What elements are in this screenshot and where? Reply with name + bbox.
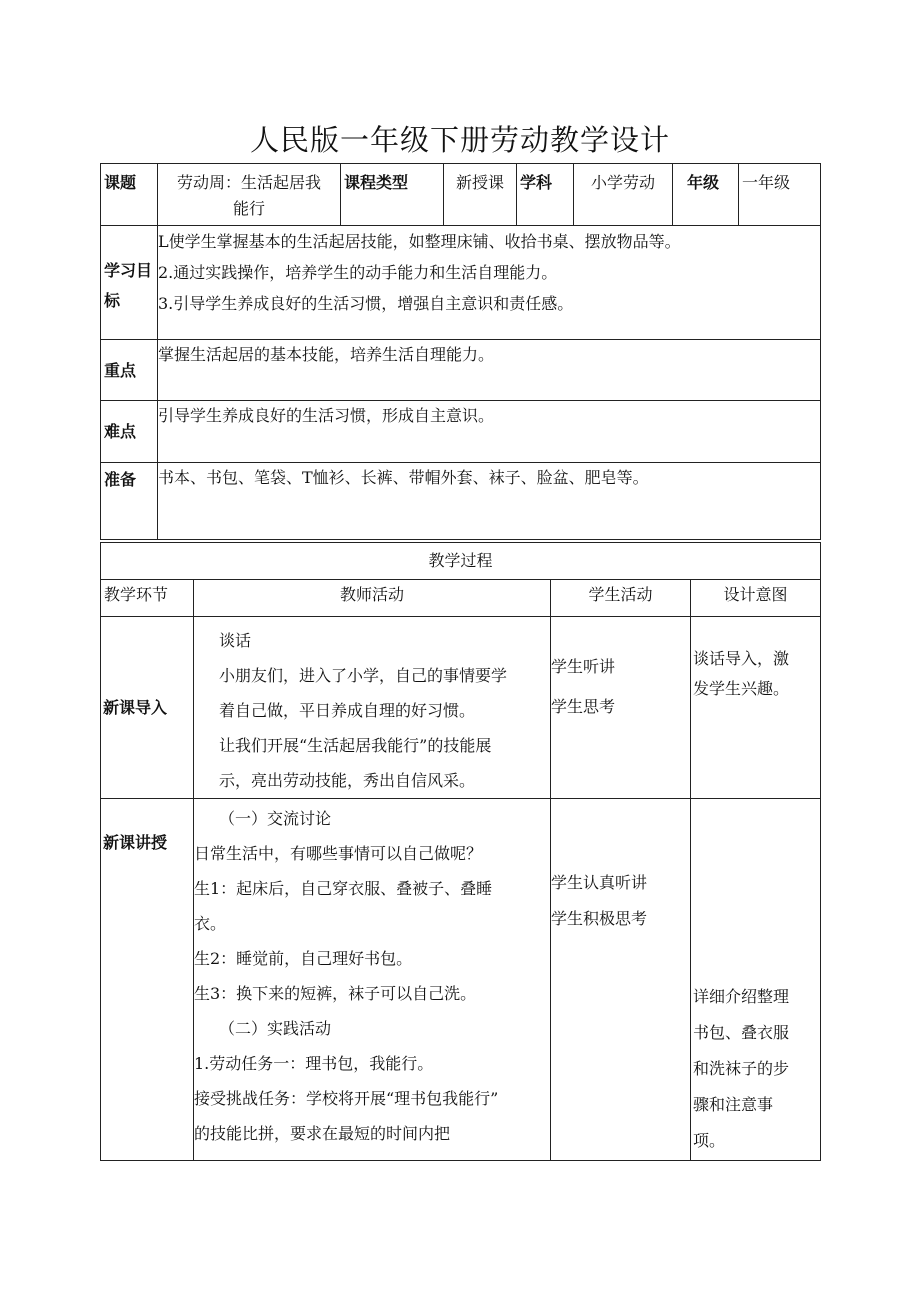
teacher-line: 衣。: [194, 914, 227, 933]
student-line: 学生积极思考: [551, 909, 648, 928]
student-line: 学生听讲: [551, 657, 616, 676]
col-intent-header: 设计意图: [691, 580, 821, 617]
prep-label: 准备: [101, 463, 158, 540]
teacher-line: 接受挑战任务：学校将开展“理书包我能行”: [194, 1089, 499, 1108]
intent-line: 项。: [693, 1131, 726, 1150]
process-row-intro: [101, 617, 821, 799]
teacher-line: 小朋友们，进入了小学，自己的事情要学: [219, 666, 508, 685]
objective-item: 2.通过实践操作，培养学生的动手能力和生活自理能力。: [158, 263, 558, 282]
col-stage-header: 教学环节: [101, 580, 194, 617]
process-heading-row: [101, 543, 821, 580]
topic-line-1: 劳动周：生活起居我: [176, 173, 321, 192]
col-teacher-header: 教师活动: [194, 580, 551, 617]
type-label: 课程类型: [341, 164, 444, 226]
intent-line: 谈话导入，激: [693, 649, 790, 668]
grade-value: 一年级: [739, 164, 821, 226]
student-activity-lecture: [551, 799, 691, 1161]
stage-lecture: 新课讲授: [101, 799, 194, 1161]
objective-item: 3.引导学生养成良好的生活习惯，增强自主意识和责任感。: [158, 294, 574, 313]
difficulty-label: 难点: [101, 401, 158, 463]
teacher-line: 1.劳动任务一：理书包，我能行。: [194, 1054, 434, 1073]
teacher-line: 让我们开展“生活起居我能行”的技能展: [219, 736, 492, 755]
document-title: 人民版一年级下册劳动教学设计: [249, 123, 670, 157]
topic-line-2: 能行: [232, 199, 265, 218]
teacher-line: 示，亮出劳动技能，秀出自信风采。: [219, 771, 476, 790]
objective-item: L使学生掌握基本的生活起居技能，如整理床铺、收拾书桌、摆放物品等。: [158, 232, 681, 251]
teacher-line: 着自己做，平日养成自理的好习惯。: [219, 701, 476, 720]
info-row-basic: [101, 164, 821, 226]
teacher-line: 谈话: [219, 631, 252, 650]
intent-line: 骤和注意事: [693, 1095, 774, 1114]
topic-value: [158, 164, 341, 226]
objectives-list: [158, 226, 821, 340]
teacher-line: 日常生活中，有哪些事情可以自己做呢？: [194, 844, 483, 863]
teacher-line: 生3：换下来的短裤，袜子可以自己洗。: [194, 984, 477, 1003]
lesson-info-table: [100, 163, 821, 540]
process-heading: 教学过程: [101, 543, 821, 580]
process-row-lecture: [101, 799, 821, 1161]
intent-line: 和洗袜子的步: [693, 1059, 790, 1078]
key-label: 重点: [101, 340, 158, 401]
intent-line: 详细介绍整理: [693, 987, 790, 1006]
student-line: 学生认真听讲: [551, 873, 648, 892]
process-header-row: [101, 580, 821, 617]
stage-intro: 新课导入: [101, 617, 194, 799]
design-intent-lecture: [691, 799, 821, 1161]
teacher-line: 生1：起床后，自己穿衣服、叠被子、叠睡: [194, 879, 493, 898]
objectives-label: [101, 226, 158, 340]
grade-label: 年级: [673, 164, 739, 226]
student-line: 学生思考: [551, 697, 616, 716]
teacher-section-heading: （一）交流讨论: [219, 809, 332, 828]
design-intent-intro: [691, 617, 821, 799]
teaching-process-table: [100, 542, 821, 1161]
info-row-objectives: [101, 226, 821, 340]
objectives-label-2: 标: [104, 291, 121, 310]
teacher-section-heading: （二）实践活动: [219, 1019, 332, 1038]
key-value: 掌握生活起居的基本技能，培养生活自理能力。: [158, 340, 821, 401]
type-value: 新授课: [444, 164, 517, 226]
col-student-header: 学生活动: [551, 580, 691, 617]
difficulty-value: 引导学生养成良好的生活习惯，形成自主意识。: [158, 401, 821, 463]
info-row-prep: [101, 463, 821, 540]
subject-value: 小学劳动: [574, 164, 673, 226]
objectives-label-1: 学习目: [104, 261, 153, 280]
teacher-activity-lecture: [194, 799, 551, 1161]
teacher-activity-intro: [194, 617, 551, 799]
teacher-line: 的技能比拼，要求在最短的时间内把: [194, 1124, 451, 1143]
topic-label: 课题: [101, 164, 158, 226]
student-activity-intro: [551, 617, 691, 799]
subject-label: 学科: [517, 164, 574, 226]
info-row-key: [101, 340, 821, 401]
info-row-difficulty: [101, 401, 821, 463]
intent-line: 发学生兴趣。: [693, 679, 790, 698]
prep-value: 书本、书包、笔袋、T恤衫、长裤、带帽外套、袜子、脸盆、肥皂等。: [158, 463, 821, 540]
intent-line: 书包、叠衣服: [693, 1023, 790, 1042]
teacher-line: 生2：睡觉前，自己理好书包。: [194, 949, 413, 968]
